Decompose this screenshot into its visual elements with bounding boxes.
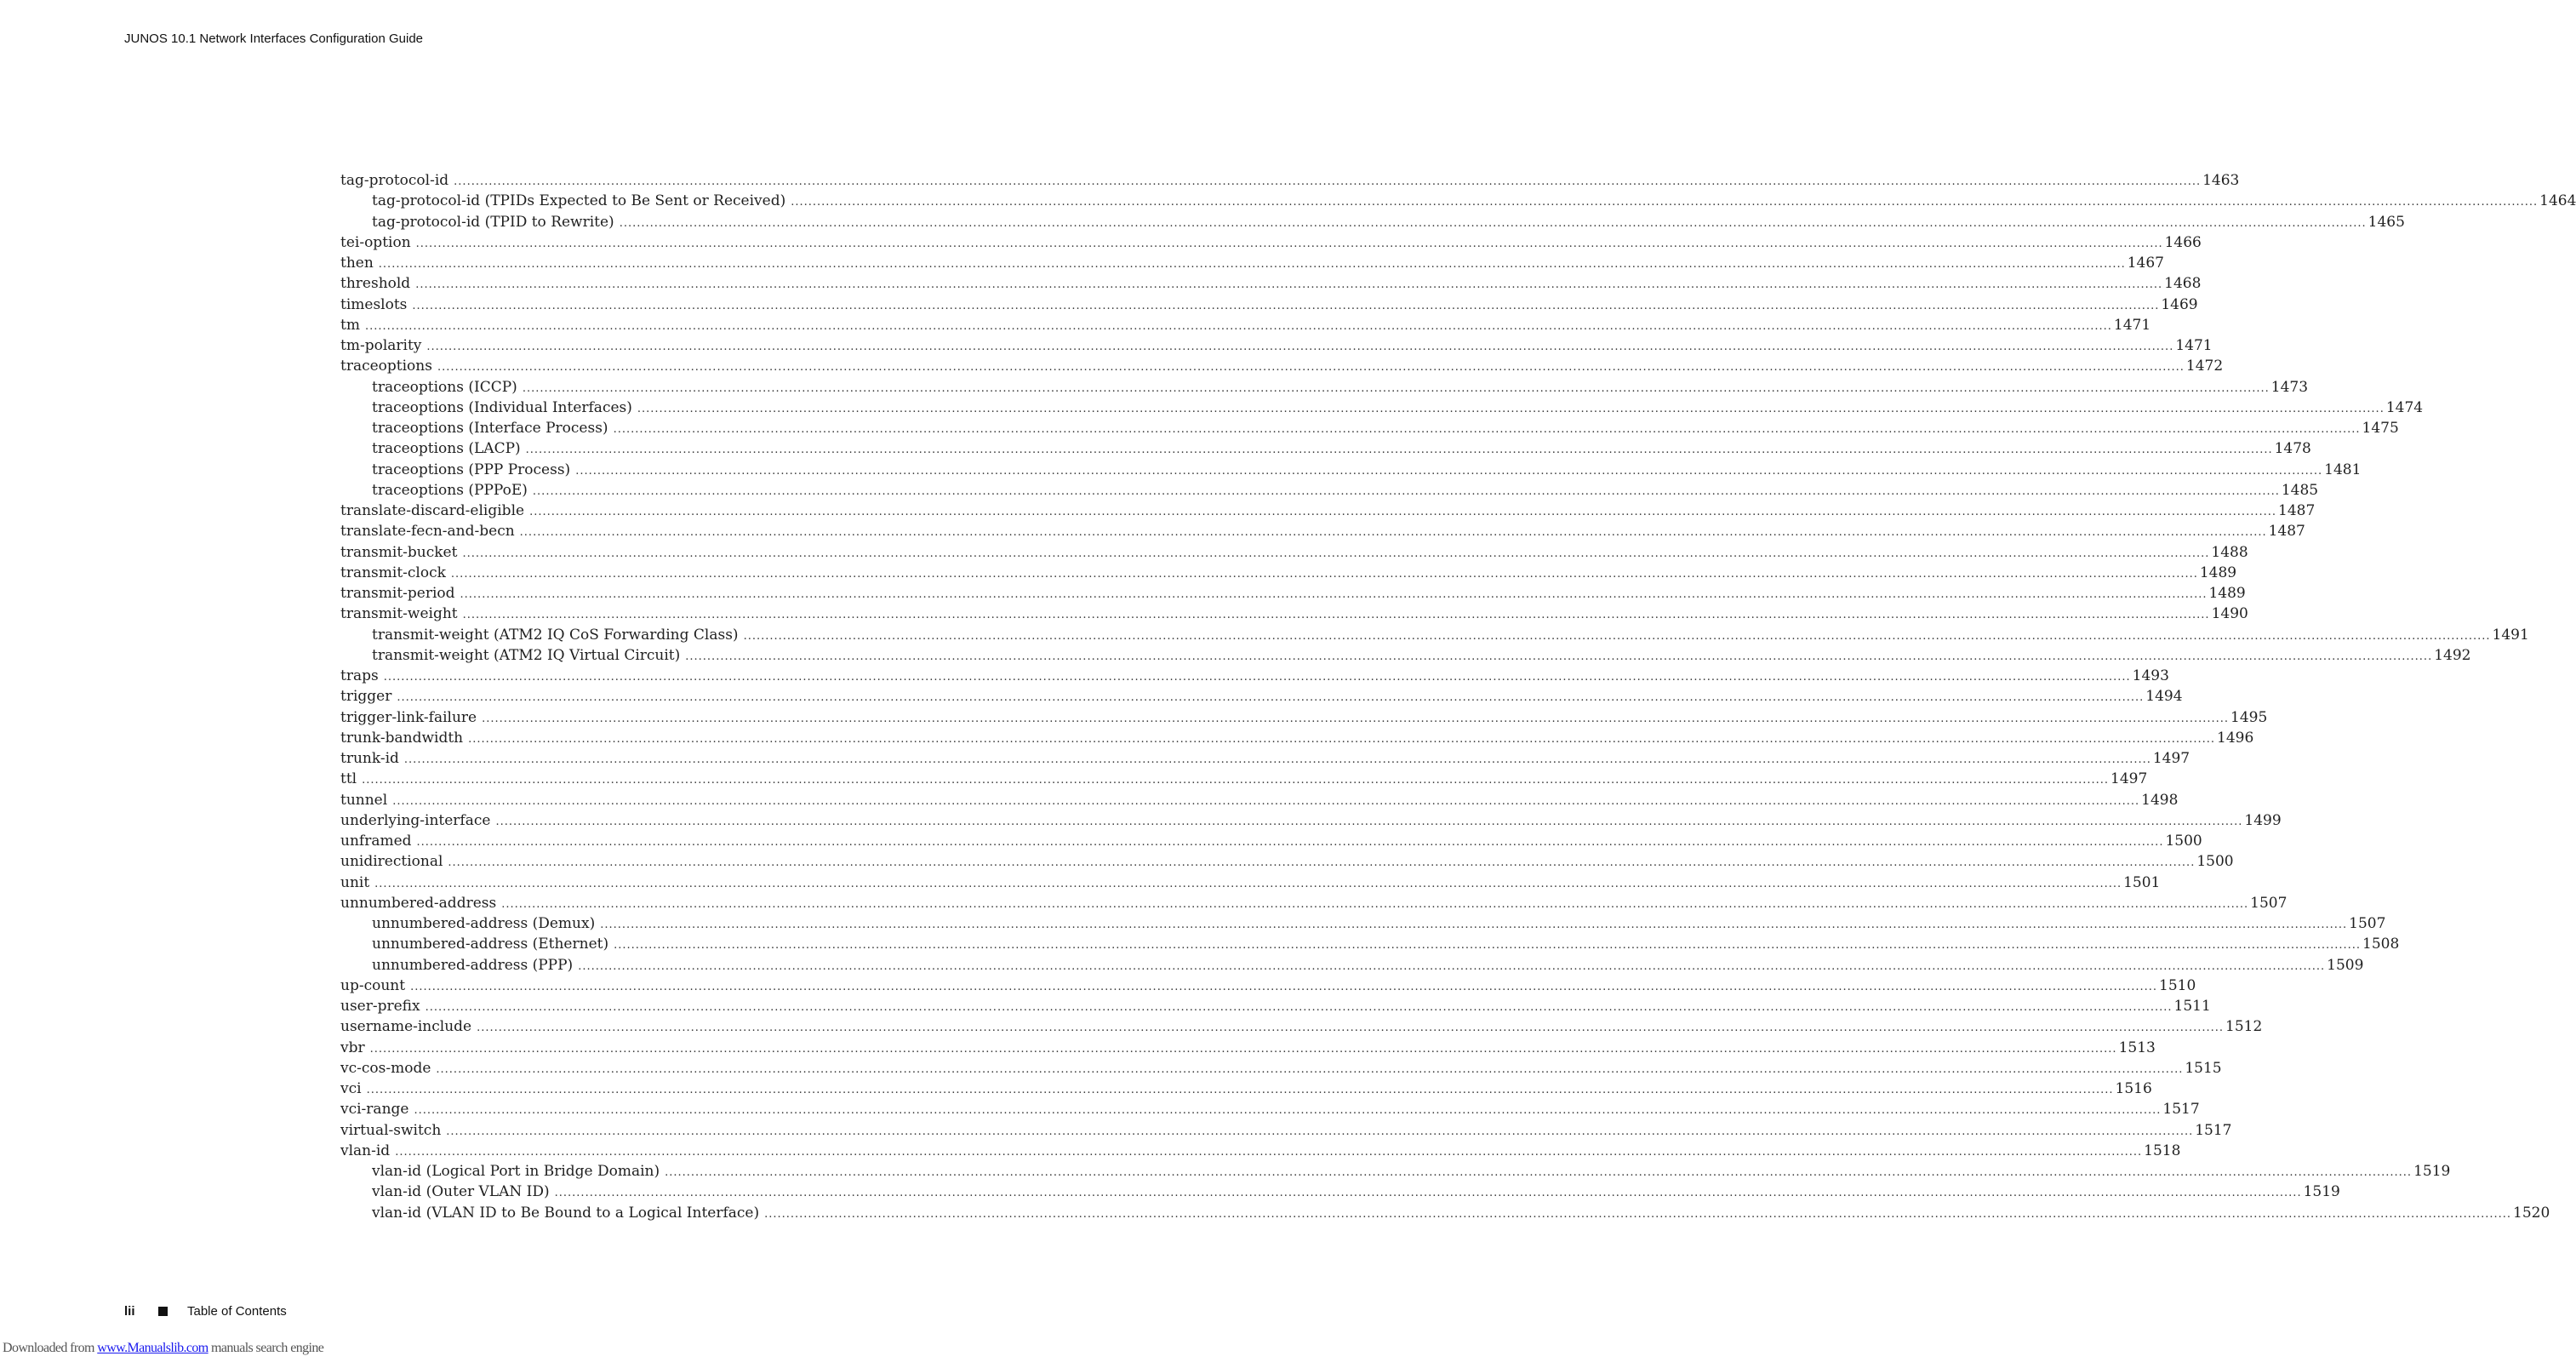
toc-entry-title: user-prefix <box>340 998 420 1015</box>
dot-leader: ................................................................................................................................................................................................................................................................................................................................................................................................................ <box>522 381 2270 395</box>
toc-entry-title: username-include <box>340 1018 472 1036</box>
toc-entry-title: vlan-id (Logical Port in Bridge Domain) <box>372 1163 660 1180</box>
toc-entry[interactable] <box>340 501 2316 521</box>
toc-entry-page: 1489 <box>2208 585 2246 602</box>
dot-leader: ................................................................................................................................................................................................................................................................................................................................................................................................................ <box>446 1125 2194 1138</box>
page-footer <box>124 1304 287 1319</box>
toc-entry-page: 1494 <box>2145 688 2183 706</box>
toc-entry-page: 1471 <box>2113 316 2151 334</box>
toc-entry-page: 1518 <box>2144 1142 2181 1159</box>
toc-entry-page: 1495 <box>2230 708 2268 726</box>
toc-entry-page: 1499 <box>2244 811 2282 829</box>
toc-entry-title: unidirectional <box>340 853 443 871</box>
toc-entry-page: 1478 <box>2274 440 2311 458</box>
toc-entry-page: 1473 <box>2270 378 2309 396</box>
toc-entry-title: transmit-weight (ATM2 IQ Virtual Circuit) <box>372 646 681 664</box>
dot-leader: ................................................................................................................................................................................................................................................................................................................................................................................................................ <box>665 1166 2413 1179</box>
toc-entry[interactable] <box>340 913 2386 934</box>
toc-entry-title: traceoptions (PPP Process) <box>372 461 571 478</box>
toc-entry-page: 1507 <box>2250 894 2288 912</box>
toc-entry-page: 1516 <box>2115 1080 2152 1097</box>
dot-leader: ................................................................................................................................................................................................................................................................................................................................................................................................................ <box>454 175 2202 188</box>
toc-entry[interactable] <box>340 563 2237 583</box>
toc-entry[interactable] <box>340 686 2183 707</box>
manualslib-link[interactable]: www.Manualslib.com <box>97 1341 208 1355</box>
toc-entry-page: 1468 <box>2164 275 2202 293</box>
toc-entry-title: transmit-weight <box>340 605 458 623</box>
toc-entry-page: 1475 <box>2362 420 2399 437</box>
toc-entry-title: unnumbered-address (Ethernet) <box>372 936 609 953</box>
toc-entry-title: traceoptions (Individual Interfaces) <box>372 398 632 416</box>
toc-entry-page: 1519 <box>2303 1183 2340 1201</box>
download-prefix: Downloaded from <box>3 1341 98 1355</box>
toc-entry-page: 1491 <box>2492 626 2529 644</box>
toc-entry-page: 1515 <box>2185 1059 2222 1077</box>
toc-entry-title: unnumbered-address <box>340 894 497 912</box>
toc-entry-page: 1466 <box>2164 233 2202 251</box>
toc-entry[interactable] <box>340 1016 2263 1037</box>
toc-entry[interactable] <box>340 1182 2340 1202</box>
dot-leader: ................................................................................................................................................................................................................................................................................................................................................................................................................ <box>614 939 2362 953</box>
toc-entry[interactable] <box>340 335 2213 356</box>
toc-entry-page: 1465 <box>2368 213 2405 231</box>
toc-entry[interactable] <box>340 748 2190 769</box>
dot-leader: ................................................................................................................................................................................................................................................................................................................................................................................................................ <box>529 506 2276 518</box>
toc-entry[interactable] <box>340 873 2161 893</box>
dot-leader: ................................................................................................................................................................................................................................................................................................................................................................................................................ <box>416 836 2164 849</box>
toc-entry-title: unframed <box>340 833 412 850</box>
toc-entry-title: traceoptions (PPPoE) <box>372 481 528 499</box>
toc-entry[interactable] <box>340 604 2248 624</box>
dot-leader: ................................................................................................................................................................................................................................................................................................................................................................................................................ <box>482 712 2230 725</box>
toc-entry-page: 1511 <box>2173 998 2211 1015</box>
dot-leader: ................................................................................................................................................................................................................................................................................................................................................................................................................ <box>578 959 2326 973</box>
toc-entry-title: tm-polarity <box>340 337 422 354</box>
toc-entry-page: 1463 <box>2202 172 2240 189</box>
dot-leader: ................................................................................................................................................................................................................................................................................................................................................................................................................ <box>395 1145 2143 1159</box>
dot-leader: ................................................................................................................................................................................................................................................................................................................................................................................................................ <box>637 402 2385 415</box>
toc-entry[interactable] <box>340 769 2148 789</box>
toc-entry[interactable] <box>340 1141 2181 1161</box>
toc-entry-title: vlan-id (VLAN ID to Be Bound to a Logical Interface) <box>372 1204 760 1222</box>
toc-entry-page: 1472 <box>2185 358 2224 375</box>
toc-entry[interactable] <box>340 666 2169 686</box>
download-suffix: manuals search engine <box>208 1341 324 1355</box>
dot-leader: ................................................................................................................................................................................................................................................................................................................................................................................................................ <box>791 196 2539 209</box>
toc-entry-title: tunnel <box>340 791 388 809</box>
toc-entry[interactable] <box>340 170 2240 191</box>
toc-entry[interactable] <box>340 480 2319 501</box>
toc-entry-page: 1493 <box>2132 667 2169 684</box>
toc-entry[interactable] <box>340 790 2179 810</box>
toc-entry-page: 1488 <box>2211 543 2248 561</box>
toc-entry-title: trunk-id <box>340 750 399 767</box>
toc-entry[interactable] <box>340 851 2234 872</box>
toc-entry-page: 1519 <box>2413 1163 2451 1180</box>
toc-entry-page: 1520 <box>2513 1204 2550 1222</box>
toc-entry[interactable] <box>340 542 2248 563</box>
toc-entry-title: vlan-id (Outer VLAN ID) <box>372 1183 550 1201</box>
dot-leader: ................................................................................................................................................................................................................................................................................................................................................................................................................ <box>462 609 2210 622</box>
toc-entry-page: 1517 <box>2195 1121 2232 1139</box>
toc-entry-page: 1467 <box>2127 255 2164 272</box>
toc-entry-page: 1497 <box>2110 770 2148 788</box>
dot-leader: ................................................................................................................................................................................................................................................................................................................................................................................................................ <box>392 794 2140 808</box>
toc-entry[interactable] <box>340 831 2202 851</box>
toc-entry-title: traceoptions (Interface Process) <box>372 420 608 437</box>
toc-entry-page: 1513 <box>2118 1039 2156 1056</box>
toc-entry-title: virtual-switch <box>340 1121 442 1139</box>
toc-entry[interactable] <box>340 295 2198 315</box>
toc-entry-title: trunk-bandwidth <box>340 729 464 747</box>
toc-entry[interactable] <box>340 893 2288 913</box>
toc-entry-title: translate-discard-eligible <box>340 502 525 519</box>
toc-entry-title: tag-protocol-id (TPID to Rewrite) <box>372 213 614 231</box>
toc-entry-title: transmit-bucket <box>340 543 458 561</box>
dot-leader: ................................................................................................................................................................................................................................................................................................................................................................................................................ <box>477 1021 2225 1035</box>
toc-entry[interactable] <box>340 934 2400 954</box>
toc-entry-title: trigger-link-failure <box>340 708 477 726</box>
dot-leader: ................................................................................................................................................................................................................................................................................................................................................................................................................ <box>462 547 2210 560</box>
toc-entry[interactable] <box>340 976 2196 996</box>
footer-section-title: Table of Contents <box>187 1304 287 1319</box>
toc-entry[interactable] <box>340 1161 2451 1182</box>
download-notice <box>3 1341 323 1356</box>
toc-entry-page: 1464 <box>2539 192 2576 210</box>
toc-entry[interactable] <box>340 583 2246 604</box>
dot-leader: ................................................................................................................................................................................................................................................................................................................................................................................................................ <box>369 1042 2117 1056</box>
toc-entry[interactable] <box>340 728 2254 748</box>
dot-leader: ................................................................................................................................................................................................................................................................................................................................................................................................................ <box>415 237 2163 250</box>
toc-entry-title: traceoptions (ICCP) <box>372 378 517 396</box>
dot-leader: ................................................................................................................................................................................................................................................................................................................................................................................................................ <box>425 1001 2173 1014</box>
toc-entry-page: 1471 <box>2175 337 2213 354</box>
toc-entry-title: tag-protocol-id <box>340 172 449 189</box>
toc-entry[interactable] <box>340 398 2424 418</box>
dot-leader: ................................................................................................................................................................................................................................................................................................................................................................................................................ <box>383 671 2131 684</box>
toc-entry-title: tei-option <box>340 233 411 251</box>
toc-entry-title: traps <box>340 667 379 684</box>
toc-entry[interactable] <box>340 438 2311 459</box>
toc-entry-page: 1481 <box>2324 461 2362 478</box>
toc-entry-title: vci <box>340 1080 362 1097</box>
toc-entry-page: 1492 <box>2434 646 2471 664</box>
dot-leader: ................................................................................................................................................................................................................................................................................................................................................................................................................ <box>575 464 2323 478</box>
dot-leader: ................................................................................................................................................................................................................................................................................................................................................................................................................ <box>501 897 2249 911</box>
toc-entry-page: 1487 <box>2268 523 2305 541</box>
toc-entry-page: 1487 <box>2278 502 2316 519</box>
dot-leader: ................................................................................................................................................................................................................................................................................................................................................................................................................ <box>414 1104 2162 1118</box>
toc-entry-title: underlying-interface <box>340 811 491 829</box>
toc-entry-page: 1501 <box>2123 873 2161 891</box>
running-header: JUNOS 10.1 Network Interfaces Configuration Guide <box>124 31 423 46</box>
dot-leader: ................................................................................................................................................................................................................................................................................................................................................................................................................ <box>362 774 2110 787</box>
dot-leader: ................................................................................................................................................................................................................................................................................................................................................................................................................ <box>519 526 2267 540</box>
toc-entry-title: translate-fecn-and-becn <box>340 523 515 541</box>
toc-entry-title: vci-range <box>340 1101 409 1119</box>
toc-entry[interactable] <box>340 356 2224 376</box>
toc-entry[interactable] <box>340 1203 2550 1223</box>
dot-leader: ................................................................................................................................................................................................................................................................................................................................................................................................................ <box>764 1207 2512 1221</box>
dot-leader: ................................................................................................................................................................................................................................................................................................................................................................................................................ <box>374 877 2122 890</box>
toc-entry-title: transmit-clock <box>340 564 446 581</box>
dot-leader: ................................................................................................................................................................................................................................................................................................................................................................................................................ <box>685 650 2433 663</box>
toc-entry-page: 1489 <box>2199 564 2237 581</box>
toc-entry[interactable] <box>340 810 2282 831</box>
toc-entry-page: 1509 <box>2327 956 2364 974</box>
toc-entry-title: tag-protocol-id (TPIDs Expected to Be Sent or Received) <box>372 192 786 210</box>
toc-entry-page: 1512 <box>2225 1018 2263 1036</box>
dot-leader: ................................................................................................................................................................................................................................................................................................................................................................................................................ <box>410 980 2157 993</box>
table-of-contents <box>340 170 2576 1223</box>
footer-page-number: lii <box>124 1304 135 1319</box>
toc-entry-title: up-count <box>340 976 406 994</box>
toc-entry-title: transmit-weight (ATM2 IQ CoS Forwarding Class) <box>372 626 739 644</box>
toc-entry[interactable] <box>340 1058 2222 1079</box>
toc-entry-page: 1490 <box>2211 605 2248 623</box>
dot-leader: ................................................................................................................................................................................................................................................................................................................................................................................................................ <box>397 691 2145 705</box>
toc-entry[interactable] <box>340 996 2211 1016</box>
toc-entry-title: vbr <box>340 1039 365 1056</box>
toc-entry[interactable] <box>340 1079 2152 1099</box>
toc-entry[interactable] <box>340 212 2405 232</box>
toc-entry[interactable] <box>340 707 2268 728</box>
toc-entry-title: vc-cos-mode <box>340 1059 431 1077</box>
toc-entry[interactable] <box>340 418 2399 438</box>
toc-entry[interactable] <box>340 625 2529 645</box>
toc-entry[interactable] <box>340 315 2151 335</box>
dot-leader: ................................................................................................................................................................................................................................................................................................................................................................................................................ <box>426 340 2174 353</box>
toc-entry-page: 1507 <box>2349 915 2386 932</box>
toc-entry-title: trigger <box>340 688 392 706</box>
toc-entry-page: 1517 <box>2162 1101 2200 1119</box>
toc-entry[interactable] <box>340 1099 2200 1119</box>
toc-entry[interactable] <box>340 253 2164 273</box>
dot-leader: ................................................................................................................................................................................................................................................................................................................................................................................................................ <box>436 1062 2184 1076</box>
dot-leader: ................................................................................................................................................................................................................................................................................................................................................................................................................ <box>600 918 2348 931</box>
toc-entry[interactable] <box>340 191 2576 211</box>
toc-entry[interactable] <box>340 521 2305 541</box>
dot-leader: ................................................................................................................................................................................................................................................................................................................................................................................................................ <box>448 856 2196 870</box>
toc-entry-title: timeslots <box>340 295 408 313</box>
toc-entry-page: 1498 <box>2141 791 2179 809</box>
toc-entry-page: 1500 <box>2165 833 2202 850</box>
toc-entry-title: traceoptions (LACP) <box>372 440 521 458</box>
dot-leader: ................................................................................................................................................................................................................................................................................................................................................................................................................ <box>613 423 2361 436</box>
toc-entry-title: ttl <box>340 770 357 788</box>
dot-leader: ................................................................................................................................................................................................................................................................................................................................................................................................................ <box>495 815 2243 828</box>
toc-entry-page: 1485 <box>2281 481 2319 499</box>
toc-entry-page: 1500 <box>2196 853 2234 871</box>
dot-leader: ................................................................................................................................................................................................................................................................................................................................................................................................................ <box>554 1187 2302 1200</box>
toc-entry-title: unit <box>340 873 370 891</box>
dot-leader: ................................................................................................................................................................................................................................................................................................................................................................................................................ <box>366 1084 2114 1096</box>
dot-leader: ................................................................................................................................................................................................................................................................................................................................................................................................................ <box>525 444 2273 457</box>
toc-entry-title: vlan-id <box>340 1142 391 1159</box>
toc-entry-title: threshold <box>340 275 411 293</box>
dot-leader: ................................................................................................................................................................................................................................................................................................................................................................................................................ <box>437 361 2185 375</box>
dot-leader: ................................................................................................................................................................................................................................................................................................................................................................................................................ <box>364 319 2112 333</box>
dot-leader: ................................................................................................................................................................................................................................................................................................................................................................................................................ <box>412 299 2160 312</box>
dot-leader: ................................................................................................................................................................................................................................................................................................................................................................................................................ <box>415 278 2163 292</box>
toc-entry[interactable] <box>340 645 2471 666</box>
dot-leader: ................................................................................................................................................................................................................................................................................................................................................................................................................ <box>460 588 2208 601</box>
toc-entry[interactable] <box>340 955 2364 976</box>
dot-leader: ................................................................................................................................................................................................................................................................................................................................................................................................................ <box>450 567 2198 581</box>
toc-entry-title: unnumbered-address (Demux) <box>372 915 596 932</box>
dot-leader: ................................................................................................................................................................................................................................................................................................................................................................................................................ <box>468 732 2216 746</box>
dot-leader: ................................................................................................................................................................................................................................................................................................................................................................................................................ <box>403 753 2151 766</box>
square-bullet-icon <box>158 1307 168 1316</box>
toc-entry-title: then <box>340 255 374 272</box>
dot-leader: ................................................................................................................................................................................................................................................................................................................................................................................................................ <box>378 258 2126 271</box>
toc-entry-title: traceoptions <box>340 358 432 375</box>
toc-entry-page: 1510 <box>2159 976 2196 994</box>
toc-entry-title: unnumbered-address (PPP) <box>372 956 574 974</box>
dot-leader: ................................................................................................................................................................................................................................................................................................................................................................................................................ <box>619 216 2367 230</box>
toc-entry[interactable] <box>340 232 2202 253</box>
toc-entry-page: 1474 <box>2385 398 2424 416</box>
toc-entry[interactable] <box>340 273 2202 294</box>
toc-entry-page: 1469 <box>2161 295 2198 313</box>
toc-entry[interactable] <box>340 377 2309 398</box>
toc-entry[interactable] <box>340 1038 2156 1058</box>
toc-entry-page: 1508 <box>2362 936 2400 953</box>
toc-entry[interactable] <box>340 1120 2232 1141</box>
toc-entry[interactable] <box>340 460 2362 480</box>
dot-leader: ................................................................................................................................................................................................................................................................................................................................................................................................................ <box>532 484 2280 498</box>
toc-entry-page: 1497 <box>2152 750 2190 767</box>
toc-entry-title: tm <box>340 316 360 334</box>
dot-leader: ................................................................................................................................................................................................................................................................................................................................................................................................................ <box>743 629 2491 643</box>
toc-entry-page: 1496 <box>2217 729 2254 747</box>
toc-entry-title: transmit-period <box>340 585 455 602</box>
